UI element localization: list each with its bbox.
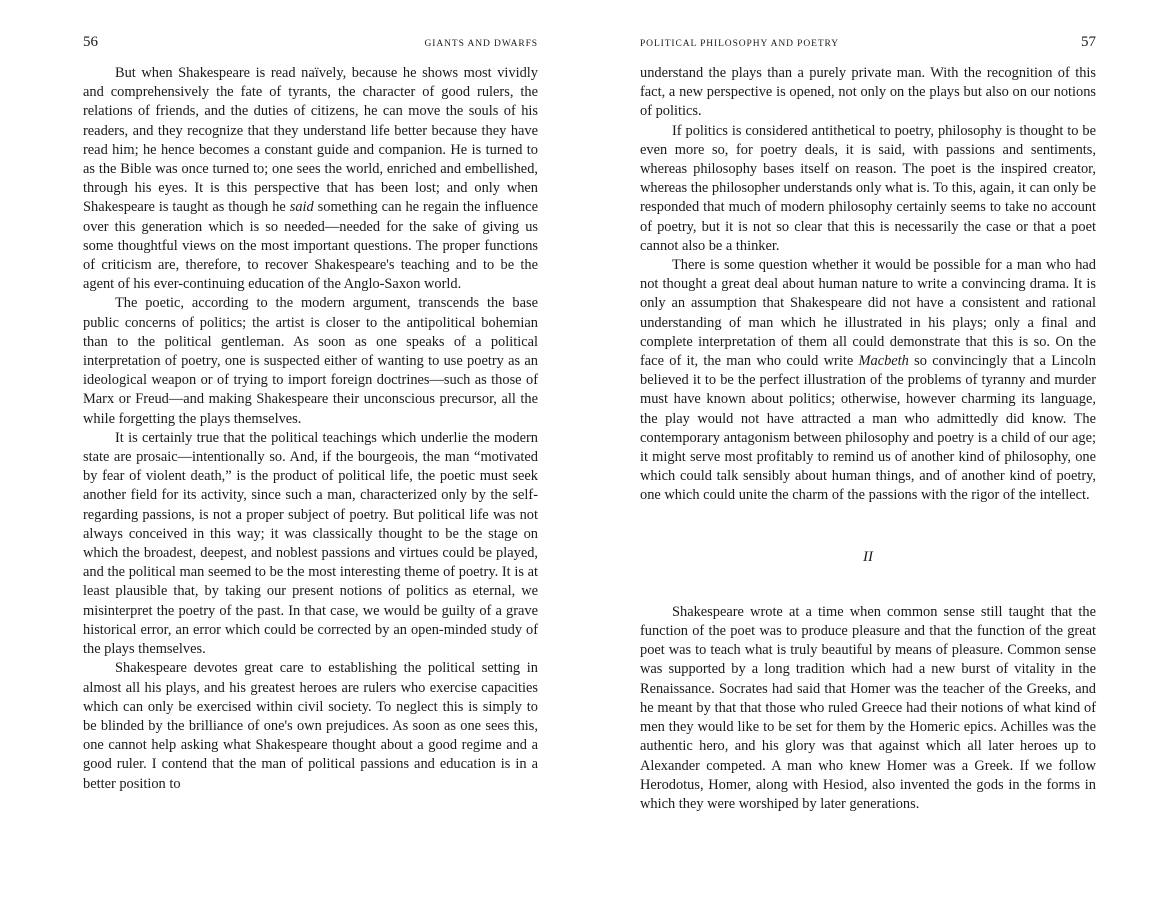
right-paragraph-4: Shakespeare wrote at a time when common sense still taught that the function of the poet was to produce pleasure and that the function of the great poet was to teach what is truly beautiful by means of pleasure. Common sense was supported by a long tradition which had a new burst of vitality in the Renaissance. Socrates had said that Homer was the teacher of the Greeks, and he meant by that that those who ruled Greece had their notions of what kind of men they would like to be set for them by the Homeric epics. Achilles was the authentic hero, and his glory was that against which all later heroes up to Alexander competed. A man who knew Homer was a Greek. If we follow Herodotus, Homer, along with Hesiod, also invented the gods in the forms in which they were worshiped by later generations. — [640, 603, 1096, 812]
left-body-text — [83, 64, 538, 794]
right-body-text — [640, 64, 1096, 814]
left-page-number: 56 — [83, 34, 98, 50]
left-running-title: GIANTS AND DWARFS — [424, 39, 538, 49]
right-paragraph-1: understand the plays than a purely private man. With the recognition of this fact, a new perspective is opened, not only on the plays but also on our notions of politics. — [640, 65, 1096, 120]
left-running-head — [83, 32, 538, 54]
left-paragraph-2: The poetic, according to the modern argument, transcends the base public concerns of politics; the artist is closer to the antipolitical bohemian than to the political gentleman. As soon as one speaks of a political interpretation of poetry, one is suspected either of wanting to use poetry as an ideological weapon or of trying to import foreign doctrines—such as those of Marx or Freud—and making Shakespeare their unconscious precursor, all the while forgetting the plays themselves. — [83, 295, 538, 427]
right-page-number: 57 — [1081, 34, 1096, 50]
left-paragraph-4: Shakespeare devotes great care to establishing the political setting in almost all his plays, and his greatest heroes are rulers who exercise capacities which can only be exercised within civil society. To neglect this is simply to be blinded by the brilliance of one's own prejudices. As soon as one sees this, one cannot help asking what Shakespeare thought about a good regime and a good ruler. I contend that the man of political passions and education is in a better position to — [83, 660, 538, 792]
right-running-head — [640, 32, 1096, 54]
right-running-title: POLITICAL PHILOSOPHY AND POETRY — [640, 39, 839, 49]
left-paragraph-3: It is certainly true that the political teachings which underlie the modern state are prosaic—intentionally so. And, if the bourgeois, the man “motivated by fear of violent death,” is the product of political life, the poetic must seek another field for its activity, since such a man, characterized only by the self-regarding passions, is not a proper subject of poetry. But political life was not always conceived in this way; it was classically thought to be the stage on which the broadest, deepest, and noblest passions and virtues could be played, and the political man seemed to be the most interesting theme of poetry. It is at least plausible that, by taking our present notions of politics as eternal, we misinterpret the poetry of the past. In that case, we would be guilty of a grave historical error, an error which could be corrected by an open-minded study of the plays themselves. — [83, 429, 538, 658]
left-page — [83, 32, 538, 794]
right-page — [640, 32, 1096, 814]
right-paragraph-3: There is some question whether it would be possible for a man who had not thought a great deal about human nature to write a convincing drama. It is only an assumption that Shakespeare did not have a consistent and rational understanding of man which he illustrated in his plays; only a final and complete interpretation of them all could demonstrate that this is so. On the face of it, the man who could write Macbeth so convincingly that a Lincoln believed it to be the perfect illustration of the problems of tyranny and murder must have known about politics; otherwise, however charming its language, the play would not have attracted a man who admittedly did know. The contemporary antagonism between philosophy and poetry is a child of our age; it might serve most profitably to remind us of another kind of philosophy, one which could talk sensibly about human things, and of another kind of poetry, one which could unite the charm of the passions with the rigor of the intellect. — [640, 257, 1096, 504]
left-paragraph-1: But when Shakespeare is read naïvely, because he shows most vividly and comprehensively the fate of tyrants, the character of good rulers, the relations of friends, and the duties of citizens, he can move the souls of his readers, and they recognize that they understand life better because they have read him; he hence becomes a constant guide and companion. He is turned to as the Bible was once turned to; one sees the world, enriched and embellished, through his eyes. It is this perspective that has been lost; and only when Shakespeare is taught as though he said something can he regain the influence over this generation which is so needed—needed for the sake of giving us some thoughtful views on the most important questions. The proper functions of criticism are, therefore, to recover Shakespeare's teaching and to be the agent of his ever-continuing education of the Anglo-Saxon world. — [83, 65, 538, 293]
section-heading: II — [863, 548, 873, 565]
right-paragraph-2: If politics is considered antithetical to poetry, philosophy is thought to be even more so, for poetry deals, it is said, with passions and sentiments, whereas philosophy bases itself on reason. The poet is the inspired creator, whereas the philosopher understands only what is. To this, again, it can only be responded that much of modern philosophy certainly seems to take no account of poetry, but it is not so clear that this is necessarily the case or that a poet cannot also be a thinker. — [640, 122, 1096, 254]
